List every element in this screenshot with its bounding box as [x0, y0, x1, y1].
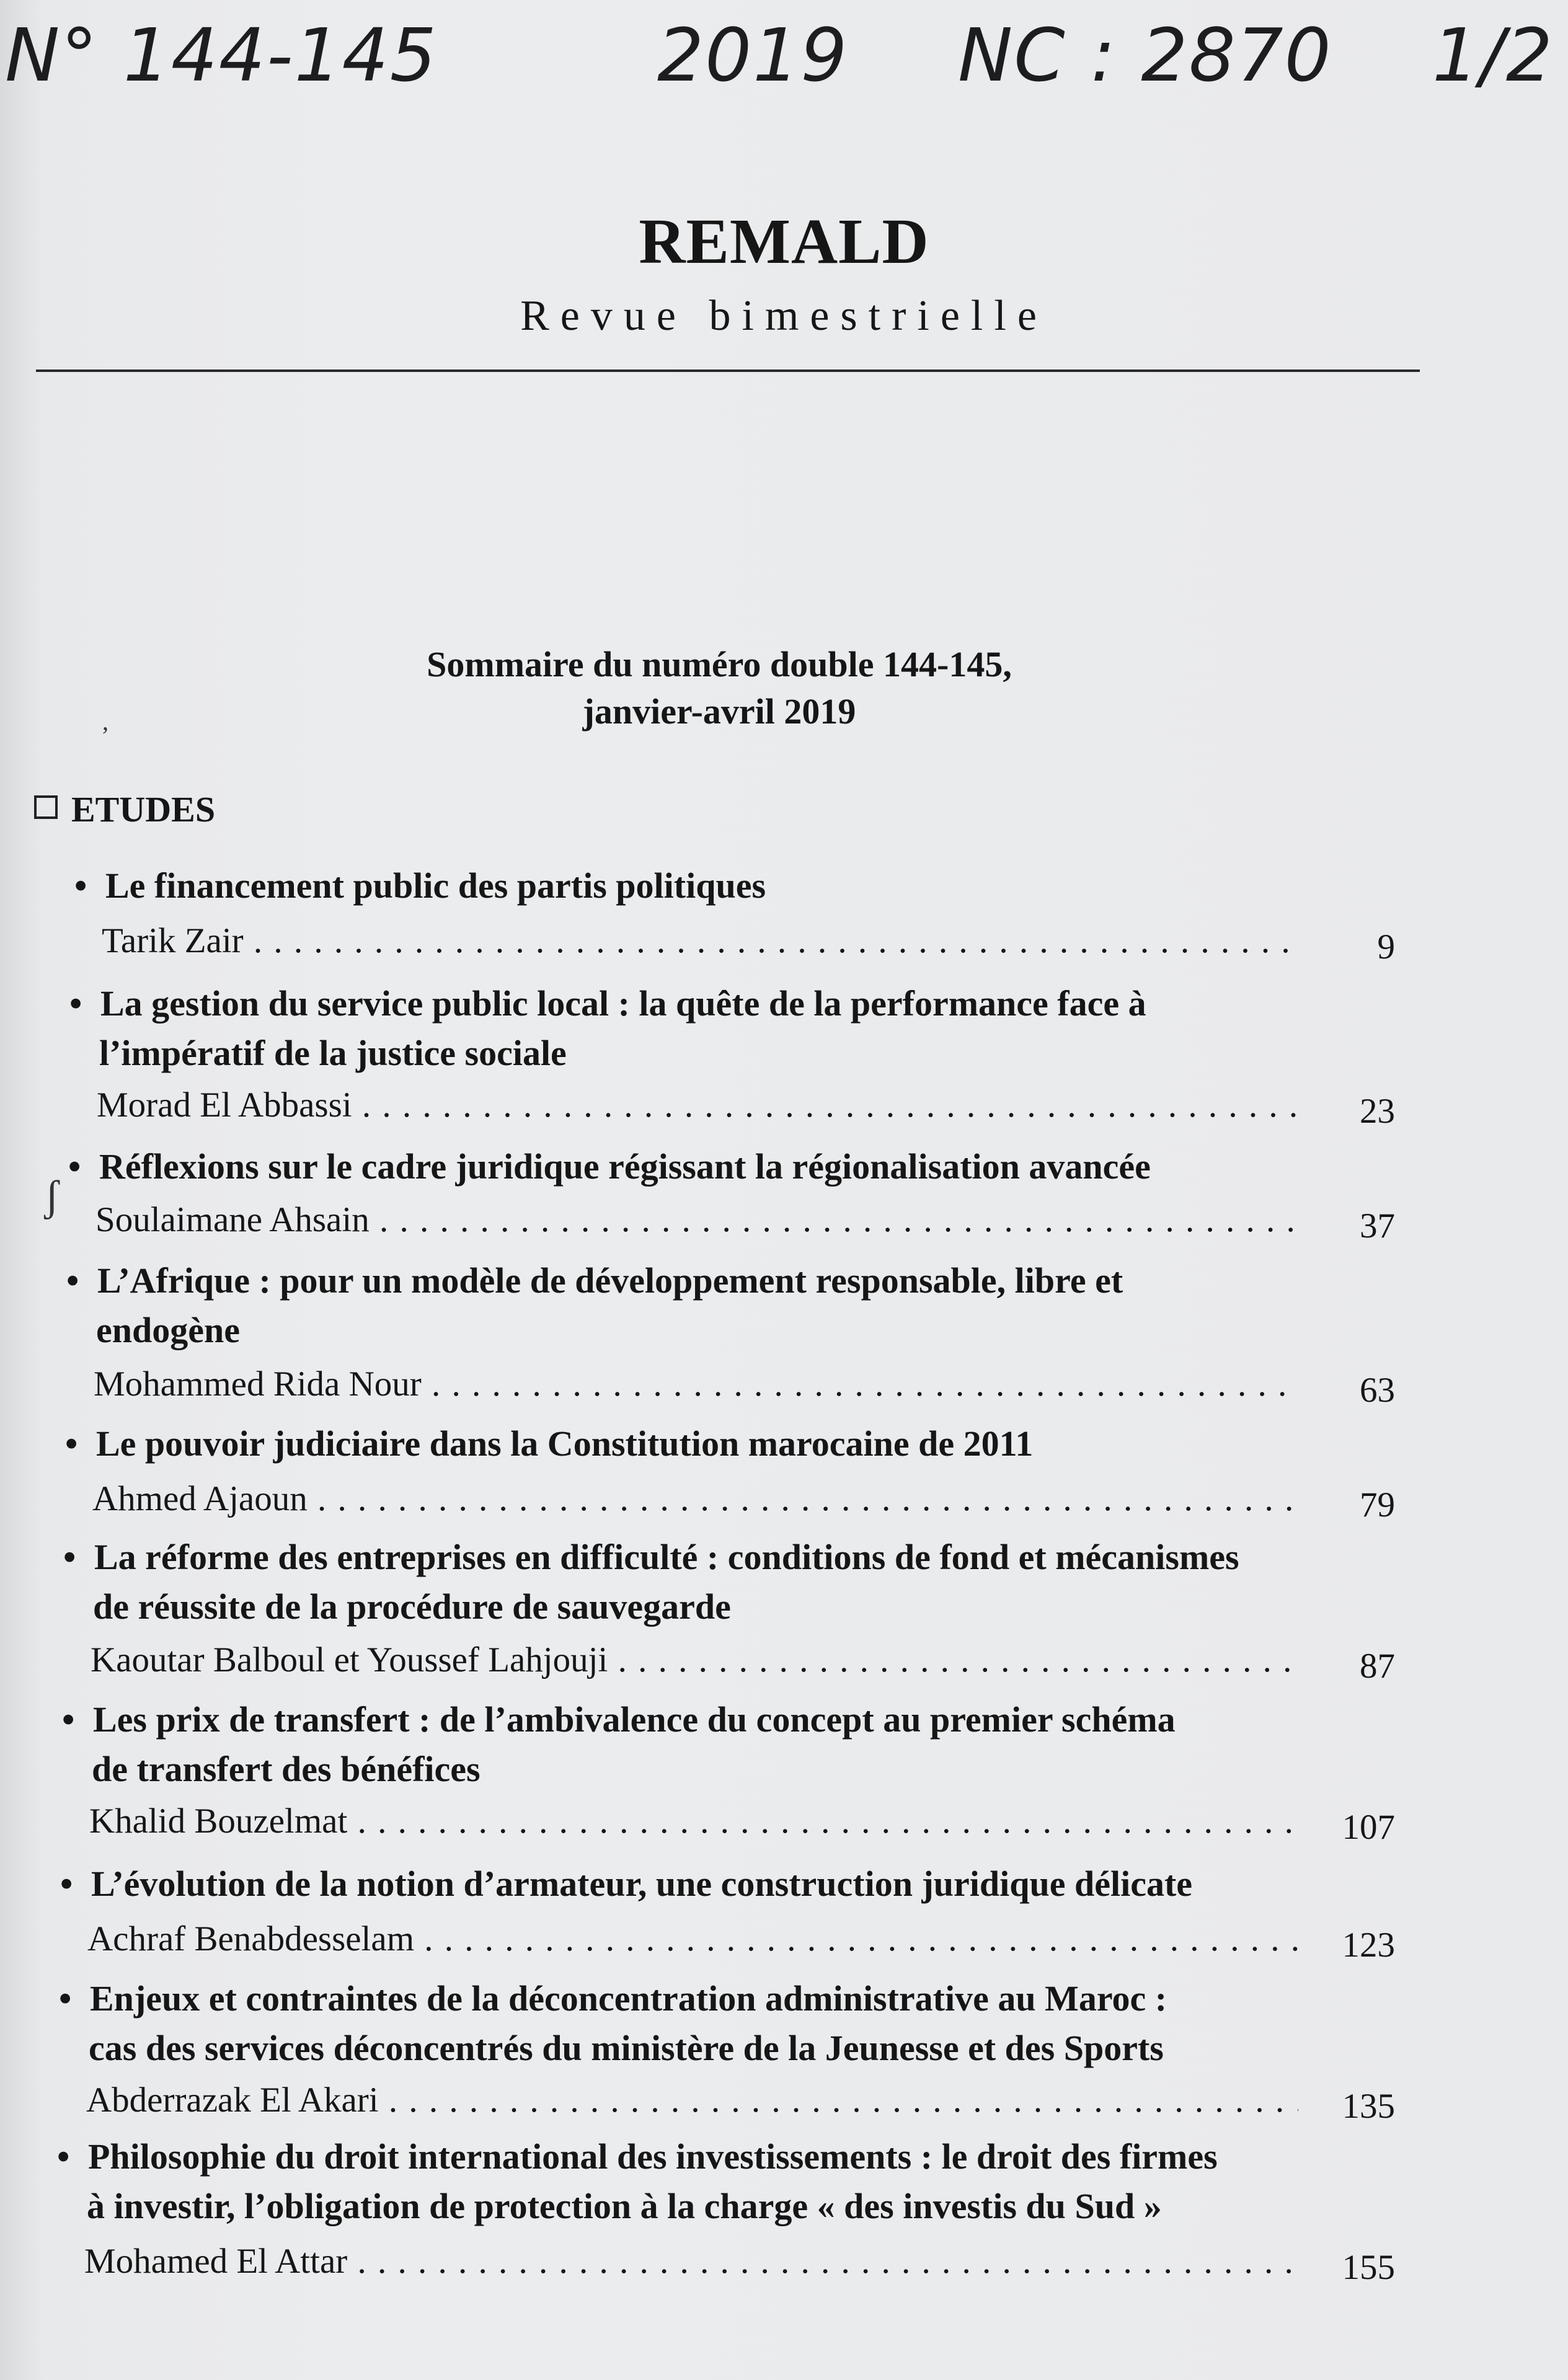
bullet-icon: • — [74, 865, 87, 906]
toc-entry-author: Abderrazak El Akari . . . — [86, 2080, 1298, 2120]
handwritten-issue-number: N° 144-145 — [5, 12, 438, 98]
toc-entry-title: La gestion du service public local : la quête de la performance face à — [100, 983, 1146, 1024]
bullet-icon: • — [59, 1978, 72, 2019]
toc-entry-author: Morad El Abbassi . . . — [97, 1085, 1298, 1125]
summary-heading-line1: Sommaire du numéro double 144-145, — [427, 644, 1012, 684]
toc-entry-author: Mohammed Rida Nour . . . — [94, 1364, 1298, 1404]
toc-entry-title: cas des services déconcentrés du ministère de la Jeunesse et des Sports — [89, 2028, 1164, 2068]
bullet-icon: • — [65, 1423, 78, 1464]
toc-entry-title: de réussite de la procédure de sauvegarde — [93, 1586, 731, 1627]
toc-entry-title: Le financement public des partis politiques — [105, 865, 766, 906]
bullet-icon: • — [69, 983, 82, 1024]
header-divider — [36, 369, 1420, 372]
toc-entry-page-number: 107 — [1342, 1808, 1395, 1847]
toc-entry-title: La réforme des entreprises en difficulté : conditions de fond et mécanismes — [94, 1537, 1239, 1577]
toc-entry-title: L’Afrique : pour un modèle de développement responsable, libre et — [97, 1260, 1123, 1301]
toc-entry-page-number: 87 — [1360, 1647, 1395, 1686]
bullet-icon: • — [57, 2136, 70, 2177]
handwritten-nc-number: NC : 2870 — [958, 12, 1332, 98]
handwritten-part: 1/2 — [1432, 12, 1554, 98]
toc-entry-page-number: 123 — [1342, 1926, 1395, 1965]
toc-entry-title: Réflexions sur le cadre juridique régissant la régionalisation avancée — [99, 1146, 1151, 1187]
checkbox-square-icon — [34, 795, 58, 819]
toc-entry-title: l’impératif de la justice sociale — [99, 1033, 567, 1073]
toc-entry-page-number: 37 — [1360, 1206, 1395, 1245]
toc-entry-title: de transfert des bénéfices — [92, 1749, 481, 1789]
toc-entry-title: Le pouvoir judiciaire dans la Constitution marocaine de 2011 — [96, 1423, 1034, 1464]
toc-entry-page-number: 63 — [1360, 1371, 1395, 1410]
toc-entry-title: à investir, l’obligation de protection à la charge « des investis du Sud » — [87, 2186, 1162, 2226]
pen-squiggle: ʃ — [45, 1172, 60, 1220]
bullet-icon: • — [60, 1864, 73, 1904]
journal-title: REMALD — [639, 206, 929, 277]
bullet-icon: • — [66, 1260, 79, 1301]
toc-entry-page-number: 135 — [1342, 2087, 1395, 2126]
handwritten-year: 2019 — [657, 12, 849, 98]
pen-mark: , — [102, 707, 109, 735]
toc-entry-title: Enjeux et contraintes de la déconcentration administrative au Maroc : — [90, 1978, 1167, 2019]
toc-entry-title: Les prix de transfert : de l’ambivalence du concept au premier schéma — [93, 1699, 1176, 1740]
toc-entry-author: Khalid Bouzelmat . . . — [89, 1801, 1298, 1841]
toc-entry-page-number: 79 — [1360, 1485, 1395, 1524]
toc-entry-page-number: 23 — [1360, 1092, 1395, 1131]
bullet-icon: • — [63, 1537, 76, 1577]
bullet-icon: • — [62, 1699, 75, 1740]
toc-entry-author: Soulaimane Ahsain . . . — [95, 1200, 1298, 1240]
journal-subtitle: Revue bimestrielle — [520, 292, 1048, 340]
toc-entry-author: Achraf Benabdesselam . . . — [87, 1919, 1298, 1959]
section-label: ETUDES — [71, 789, 216, 829]
summary-heading-line2: janvier-avril 2019 — [582, 691, 856, 732]
toc-entry-page-number: 155 — [1342, 2248, 1395, 2287]
toc-entry-title: L’évolution de la notion d’armateur, une construction juridique délicate — [91, 1864, 1193, 1904]
toc-entry-author: Mohamed El Attar . . . — [84, 2241, 1298, 2281]
toc-entry-author: Ahmed Ajaoun . . . — [92, 1479, 1298, 1519]
toc-entry-title: endogène — [96, 1310, 240, 1350]
toc-entry-page-number: 9 — [1377, 927, 1395, 967]
toc-entry-title: Philosophie du droit international des investissements : le droit des firmes — [88, 2136, 1218, 2177]
toc-entry-author: Kaoutar Balboul et Youssef Lahjouji . . . — [91, 1640, 1298, 1680]
bullet-icon: • — [68, 1146, 81, 1187]
toc-entry-author: Tarik Zair . . . — [102, 921, 1298, 961]
section-heading — [34, 789, 215, 830]
